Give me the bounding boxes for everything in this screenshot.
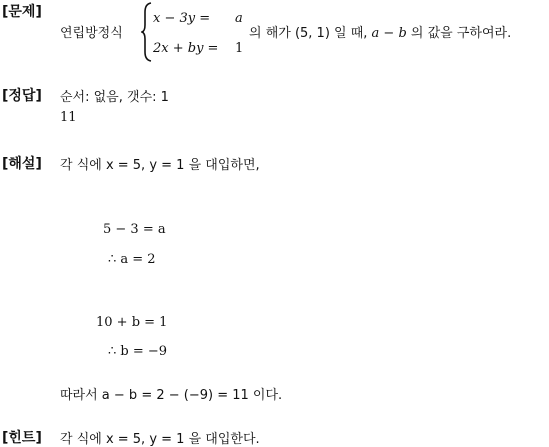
equation-1-rhs: a — [235, 11, 243, 26]
answer-meta: 순서: 없음, 갯수: 1 — [60, 90, 169, 105]
solution-step-2: 10 + b = 1 — [96, 315, 168, 330]
solution-step-1-result: ∴ a = 2 — [108, 252, 156, 267]
hint-text: 각 식에 x = 5, y = 1 을 대입한다. — [60, 432, 260, 447]
problem-tail-1: 의 해가 (5, 1) 일 때, — [249, 26, 368, 41]
hint-label: [힌트] — [2, 430, 42, 446]
solution-intro: 각 식에 x = 5, y = 1 을 대입하면, — [60, 158, 260, 173]
answer-value: 11 — [60, 110, 77, 125]
problem-lead: 연립방정식 — [60, 26, 123, 41]
problem-label: [문제] — [2, 4, 42, 20]
system-brace — [141, 2, 153, 62]
solution-step-2-result: ∴ b = −9 — [108, 344, 168, 359]
equation-2-rhs: 1 — [235, 41, 244, 56]
solution-step-1: 5 − 3 = a — [103, 222, 166, 237]
solution-label: [해설] — [2, 156, 42, 172]
problem-tail-2: 의 값을 구하여라. — [410, 26, 512, 41]
problem-tail-var: a − b — [371, 26, 407, 41]
equation-1-lhs: x − 3y = — [153, 11, 211, 26]
solution-conclusion: 따라서 a − b = 2 − (−9) = 11 이다. — [60, 388, 283, 403]
problem-tail — [249, 22, 511, 41]
equation-2-lhs: 2x + by = — [153, 41, 219, 56]
answer-label: [정답] — [2, 88, 42, 104]
